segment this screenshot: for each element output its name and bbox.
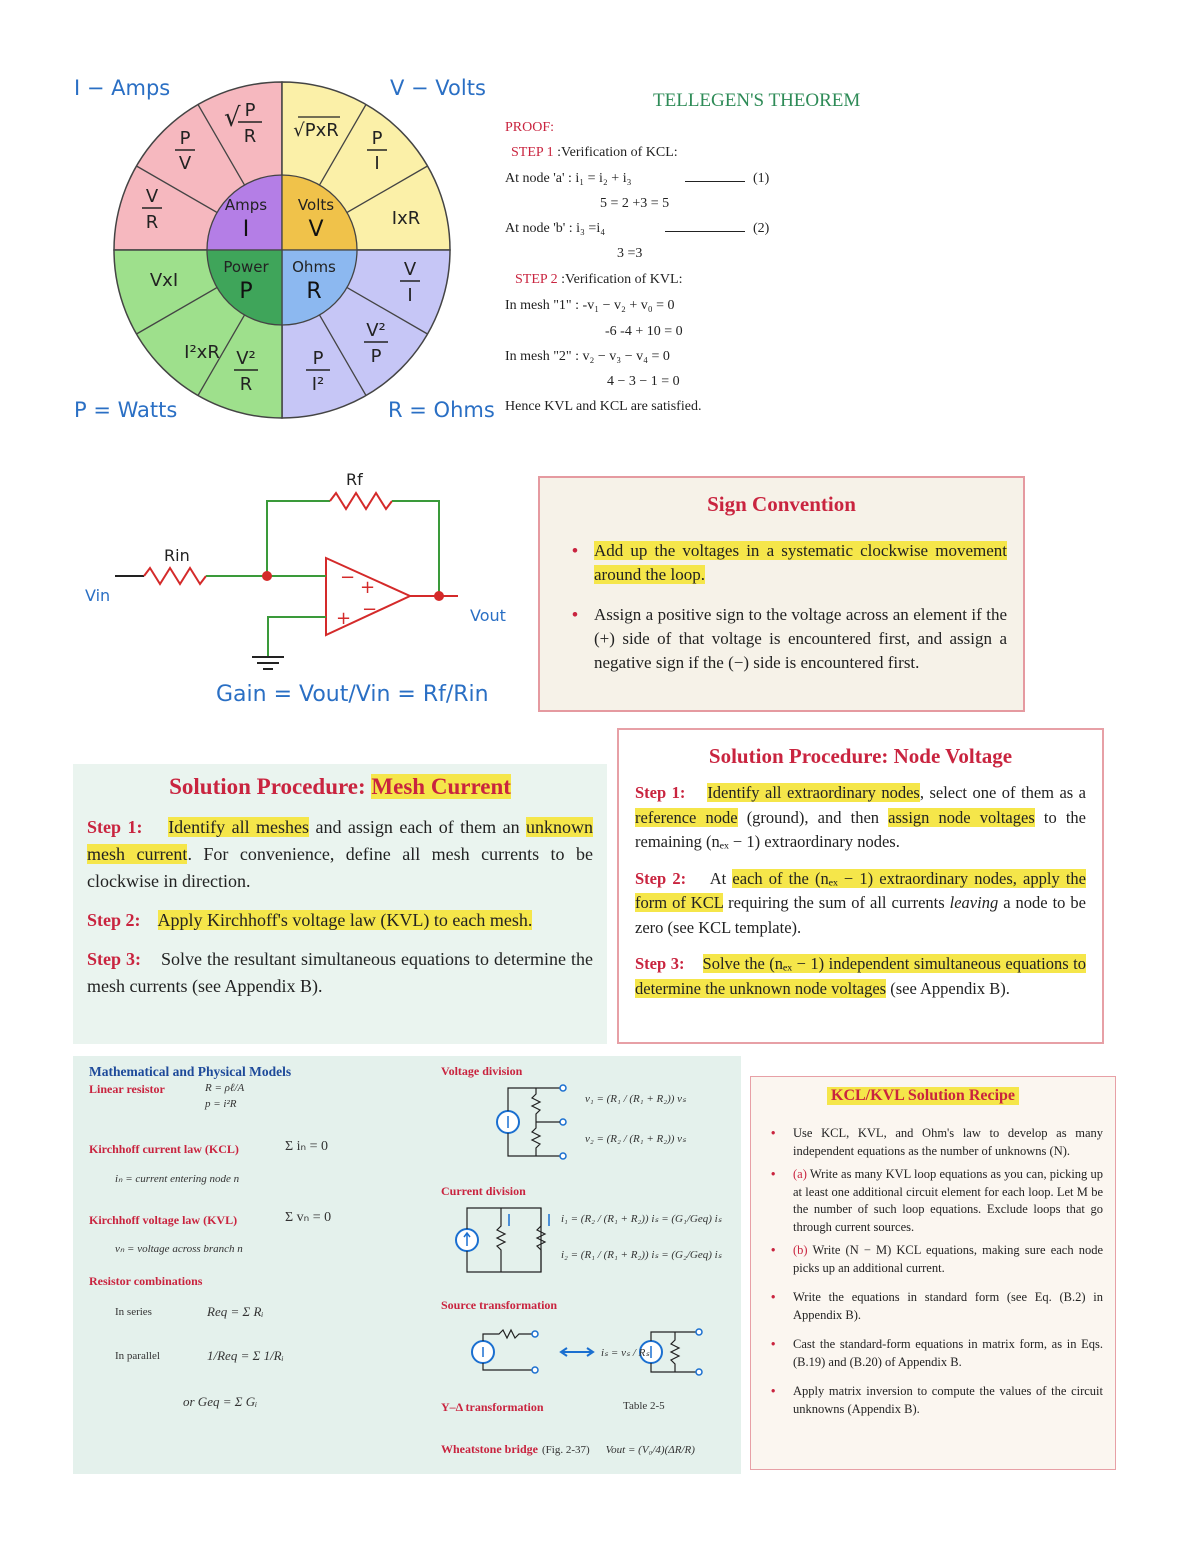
center-volts-symbol: V (308, 217, 324, 242)
mesh-current-box (73, 764, 607, 1044)
kcl-equation: Σ iₙ = 0 (285, 1139, 329, 1154)
series-label: In series (115, 1306, 152, 1318)
mesh1-values: -6 -4 + 10 = 0 (605, 324, 683, 339)
linear-resistor-eq1: R = ρℓ/A (205, 1082, 245, 1094)
formula-p1: VxI (149, 270, 179, 291)
node-step-2-t1: At (709, 868, 733, 888)
wheatstone-equation: Vout = (V₀/4)(ΔR/R) (605, 1444, 695, 1456)
mesh2-equation: In mesh "2" : v₂ − v₃ − v₄ = 0 (505, 349, 670, 364)
svg-text:−: − (362, 599, 378, 620)
node-voltage-box (617, 728, 1104, 1044)
mesh-title-a: Solution Procedure: (169, 774, 372, 799)
mesh2-values: 4 − 3 − 1 = 0 (607, 374, 680, 389)
models-title: Mathematical and Physical Models (89, 1064, 292, 1079)
recipe-item-1b-label: (b) (793, 1243, 808, 1257)
recipe-item-1a (765, 1166, 1103, 1236)
current-division-circuit (453, 1202, 553, 1278)
center-amps-symbol: I (242, 217, 250, 242)
mesh-step-2 (87, 907, 593, 934)
kvl-equation: Σ vₙ = 0 (285, 1210, 332, 1225)
node-step-2-label: Step 2: (635, 868, 687, 888)
recipe-item-2-text: Write the equations in standard form (see Eq. (B.2) in Appendix B). (793, 1290, 1103, 1322)
voltage-division-eq1: v₁ = (R₁ / (R₁ + R₂)) vₛ (585, 1093, 687, 1105)
mesh-step-2-label: Step 2: (87, 910, 141, 930)
voltage-division-label: Voltage division (441, 1064, 523, 1078)
mesh-step-1-hl2: unknown mesh current (87, 817, 594, 864)
inverting-opamp-circuit (80, 465, 530, 680)
wheatstone-label: Wheatstone bridge (441, 1442, 538, 1456)
kcl-label: Kirchhoff current law (KCL) (89, 1142, 239, 1156)
corner-label-amps: I − Amps (74, 76, 171, 100)
kcl-note: iₙ = current entering node n (115, 1173, 240, 1185)
sign-convention-list (566, 539, 1007, 675)
gain-formula: Gain = Vout/Vin = Rf/Rin (216, 682, 489, 707)
eq2-number: (2) (753, 221, 770, 236)
linear-resistor-eq2: p = i²R (205, 1098, 237, 1110)
current-division-eq1: i₁ = (R₂ / (R₁ + R₂)) iₛ = (G₁/Geq) iₛ (561, 1213, 722, 1225)
sign-rule-1-text: Add up the voltages in a systematic clockwise movement around the loop. (594, 541, 1007, 584)
sign-rule-2 (566, 603, 1007, 675)
tellegen-theorem-section (505, 88, 925, 428)
recipe-item-4 (765, 1383, 1103, 1418)
recipe-item-2 (765, 1289, 1103, 1324)
mesh-current-steps (87, 814, 593, 1000)
voltage-division-eq2: v₂ = (R₂ / (R₁ + R₂)) vₛ (585, 1133, 687, 1145)
center-ohms-symbol: R (306, 279, 322, 304)
mesh-step-1-t2: . For convenience, define all mesh currents to be clockwise in direction. (87, 844, 594, 891)
node-step-2 (635, 867, 1086, 941)
wheatstone-ref: (Fig. 2-37) (542, 1444, 590, 1456)
corner-label-watts: P = Watts (74, 398, 178, 422)
recipe-item-1 (765, 1125, 1103, 1160)
node-a-values: 5 = 2 +3 = 5 (600, 196, 670, 211)
node-voltage-title: Solution Procedure: Node Voltage (708, 744, 1013, 768)
sign-rule-1 (566, 539, 1007, 587)
ohms-law-wheel (110, 80, 455, 420)
recipe-item-3-text: Cast the standard-form equations in matrix form, as in Eqs. (B.19) and (B.20) of Appendix B. (793, 1337, 1103, 1369)
formula-r1-num: V (403, 259, 417, 280)
formula-v2-num: P (371, 128, 383, 149)
node-b-equation: At node 'b' : i₃ =i₄ (505, 221, 606, 236)
mesh-step-1 (87, 814, 593, 895)
rin-resistor (144, 568, 206, 584)
series-equation: Req = Σ Rᵢ (207, 1304, 264, 1319)
node-step-3-hl: Solve the (nₑₓ − 1) independent simultaneous equations to determine the unknown node voltages (635, 954, 1086, 998)
recipe-item-1b-text: Write (N − M) KCL equations, making sure each node picks up an additional current. (793, 1243, 1103, 1275)
proof-label: PROOF: (505, 120, 555, 135)
center-volts-label: Volts (297, 196, 335, 214)
mesh-step-1-hl1: Identify all meshes (168, 817, 310, 837)
inverting-node (262, 571, 272, 581)
recipe-item-3 (765, 1336, 1103, 1371)
mesh-step-3-label: Step 3: (87, 949, 142, 969)
kvl-note: vₙ = voltage across branch n (115, 1243, 243, 1255)
wheatstone-line (441, 1440, 695, 1458)
node-step-3-t: (see Appendix B). (886, 978, 1010, 998)
y-delta-table-ref: Table 2-5 (623, 1400, 665, 1412)
tellegen-title: TELLEGEN'S THEOREM (653, 90, 861, 111)
mesh-step-2-hl: Apply Kirchhoff's voltage law (KVL) to each mesh. (157, 910, 533, 930)
center-power-label: Power (223, 258, 269, 276)
formula-r2-num: V² (366, 320, 386, 341)
formula-p3-num: V² (236, 348, 256, 369)
output-node (434, 591, 444, 601)
mesh-step-1-label: Step 1: (87, 817, 143, 837)
step1-label: STEP 1 (511, 145, 554, 160)
mesh-current-title (73, 774, 607, 800)
mesh-title-b: Mesh Current (371, 774, 511, 799)
recipe-item-1a-text: Write as many KVL loop equations as you can, picking up at least one additional circuit element for each loop. Let M be the number of such loop equations. Exclude loops that go through current sources. (793, 1167, 1103, 1234)
svg-text:+: + (360, 577, 376, 598)
node-step-1-t2: (ground), and then (737, 807, 889, 827)
sign-convention-box (538, 476, 1025, 712)
formula-p2: I²xR (184, 342, 220, 363)
formula-r1-den: I (407, 285, 413, 306)
sign-rule-2-text: Assign a positive sign to the voltage across an element if the (+) side of that voltage is encountered first, and assign a negative sign if the (−) side is encountered first. (594, 605, 1007, 672)
node-step-2-t3: a node to be zero (see KCL template). (635, 893, 1086, 937)
node-step-3 (635, 952, 1086, 1001)
node-step-2-hl: each of the (nₑₓ − 1) extraordinary nodes, apply the form of KCL (635, 868, 1087, 912)
formula-i3-den: R (145, 212, 159, 233)
rf-label: Rf (346, 470, 363, 489)
center-power-symbol: P (239, 279, 253, 304)
node-step-1-t3: to the remaining (nₑₓ − 1) extraordinary nodes. (635, 807, 1086, 851)
source-transformation-circuit (453, 1314, 713, 1378)
source-transformation-label: Source transformation (441, 1298, 558, 1312)
svg-text:−: − (340, 567, 356, 588)
node-step-2-italic: leaving (949, 893, 999, 912)
formula-v1: √PxR (293, 120, 339, 141)
recipe-list (765, 1125, 1103, 1418)
recipe-item-1-text: Use KCL, KVL, and Ohm's law to develop as many independent equations as the number of unknowns (N). (793, 1126, 1103, 1158)
models-panel (73, 1056, 741, 1474)
rin-label: Rin (164, 546, 190, 565)
resistor-combinations-label: Resistor combinations (89, 1274, 203, 1288)
node-step-1 (635, 781, 1086, 855)
linear-resistor-label: Linear resistor (89, 1082, 165, 1096)
source-transformation-eq: iₛ = vₛ / Rₛ (601, 1347, 650, 1359)
node-step-1-t1: , select one of them as a (919, 783, 1087, 802)
formula-sqrt-sign: √ (224, 103, 241, 133)
y-delta-label: Y–Δ transformation (441, 1400, 544, 1414)
current-division-eq2: i₂ = (R₁ / (R₁ + R₂)) iₛ = (G₂/Geq) iₛ (561, 1249, 722, 1261)
node-step-1-hl3: assign node voltages (888, 807, 1035, 827)
mesh-step-3-t: Solve the resultant simultaneous equations to determine the mesh currents (see Appendix B). (87, 949, 594, 996)
conductance-equation: or Geq = Σ Gᵢ (183, 1394, 258, 1409)
voltage-division-circuit (473, 1080, 583, 1162)
node-step-3-label: Step 3: (635, 954, 685, 973)
center-ohms-label: Ohms (292, 258, 336, 276)
formula-v3: IxR (391, 208, 421, 229)
vout-label: Vout (470, 606, 506, 625)
mesh1-equation: In mesh "1" : -v₁ − v₂ + v₀ = 0 (505, 298, 675, 313)
recipe-item-1b (765, 1242, 1103, 1277)
corner-label-ohms: R = Ohms (388, 398, 495, 422)
step2-line (515, 272, 682, 288)
node-voltage-steps (635, 781, 1086, 1001)
kcl-kvl-recipe-box (750, 1076, 1116, 1470)
eq2-arrow-line (665, 231, 745, 232)
parallel-label: In parallel (115, 1350, 160, 1362)
step2-label: STEP 2 (515, 272, 558, 287)
eq1-number: (1) (753, 171, 770, 186)
step1-line (511, 145, 678, 161)
formula-p3-den: R (239, 374, 253, 395)
tellegen-conclusion: Hence KVL and KCL are satisfied. (505, 399, 702, 414)
recipe-item-4-text: Apply matrix inversion to compute the values of the circuit unknowns (Appendix B). (793, 1384, 1103, 1416)
formula-i2-num: P (179, 128, 191, 149)
mesh-step-3 (87, 946, 593, 1000)
node-step-1-hl1: Identify all extraordinary nodes (707, 783, 920, 802)
formula-i2-den: V (178, 153, 192, 174)
kvl-label: Kirchhoff voltage law (KVL) (89, 1213, 238, 1227)
formula-r3-num: P (312, 348, 324, 369)
recipe-item-1a-label: (a) (793, 1167, 807, 1181)
step1-text: :Verification of KCL: (557, 145, 678, 160)
node-step-1-hl2: reference node (635, 807, 738, 827)
current-division-label: Current division (441, 1184, 526, 1198)
formula-i1-num: P (244, 100, 256, 121)
recipe-title: KCL/KVL Solution Recipe (827, 1087, 1019, 1105)
formula-r3-den: I² (311, 374, 325, 395)
formula-v2-den: I (374, 153, 380, 174)
parallel-equation: 1/Req = Σ 1/Rᵢ (207, 1348, 284, 1363)
node-b-values: 3 =3 (617, 246, 643, 261)
step2-text: :Verification of KVL: (561, 272, 683, 287)
node-step-2-t2: requiring the sum of all currents (723, 893, 950, 912)
vin-label: Vin (85, 586, 111, 605)
formula-r2-den: P (370, 346, 382, 367)
eq1-arrow-line (685, 181, 745, 182)
svg-text:+: + (336, 608, 352, 629)
center-amps-label: Amps (224, 196, 268, 214)
sign-convention-title: Sign Convention (707, 492, 856, 516)
formula-i3-num: V (145, 186, 159, 207)
node-a-equation: At node 'a' : i₁ = i₂ + i₃ (505, 171, 632, 186)
mesh-step-1-t1: and assign each of them an (309, 817, 527, 837)
corner-label-volts: V − Volts (390, 76, 486, 100)
rf-resistor (330, 493, 392, 509)
node-step-1-label: Step 1: (635, 783, 686, 802)
formula-i1-den: R (243, 126, 257, 147)
